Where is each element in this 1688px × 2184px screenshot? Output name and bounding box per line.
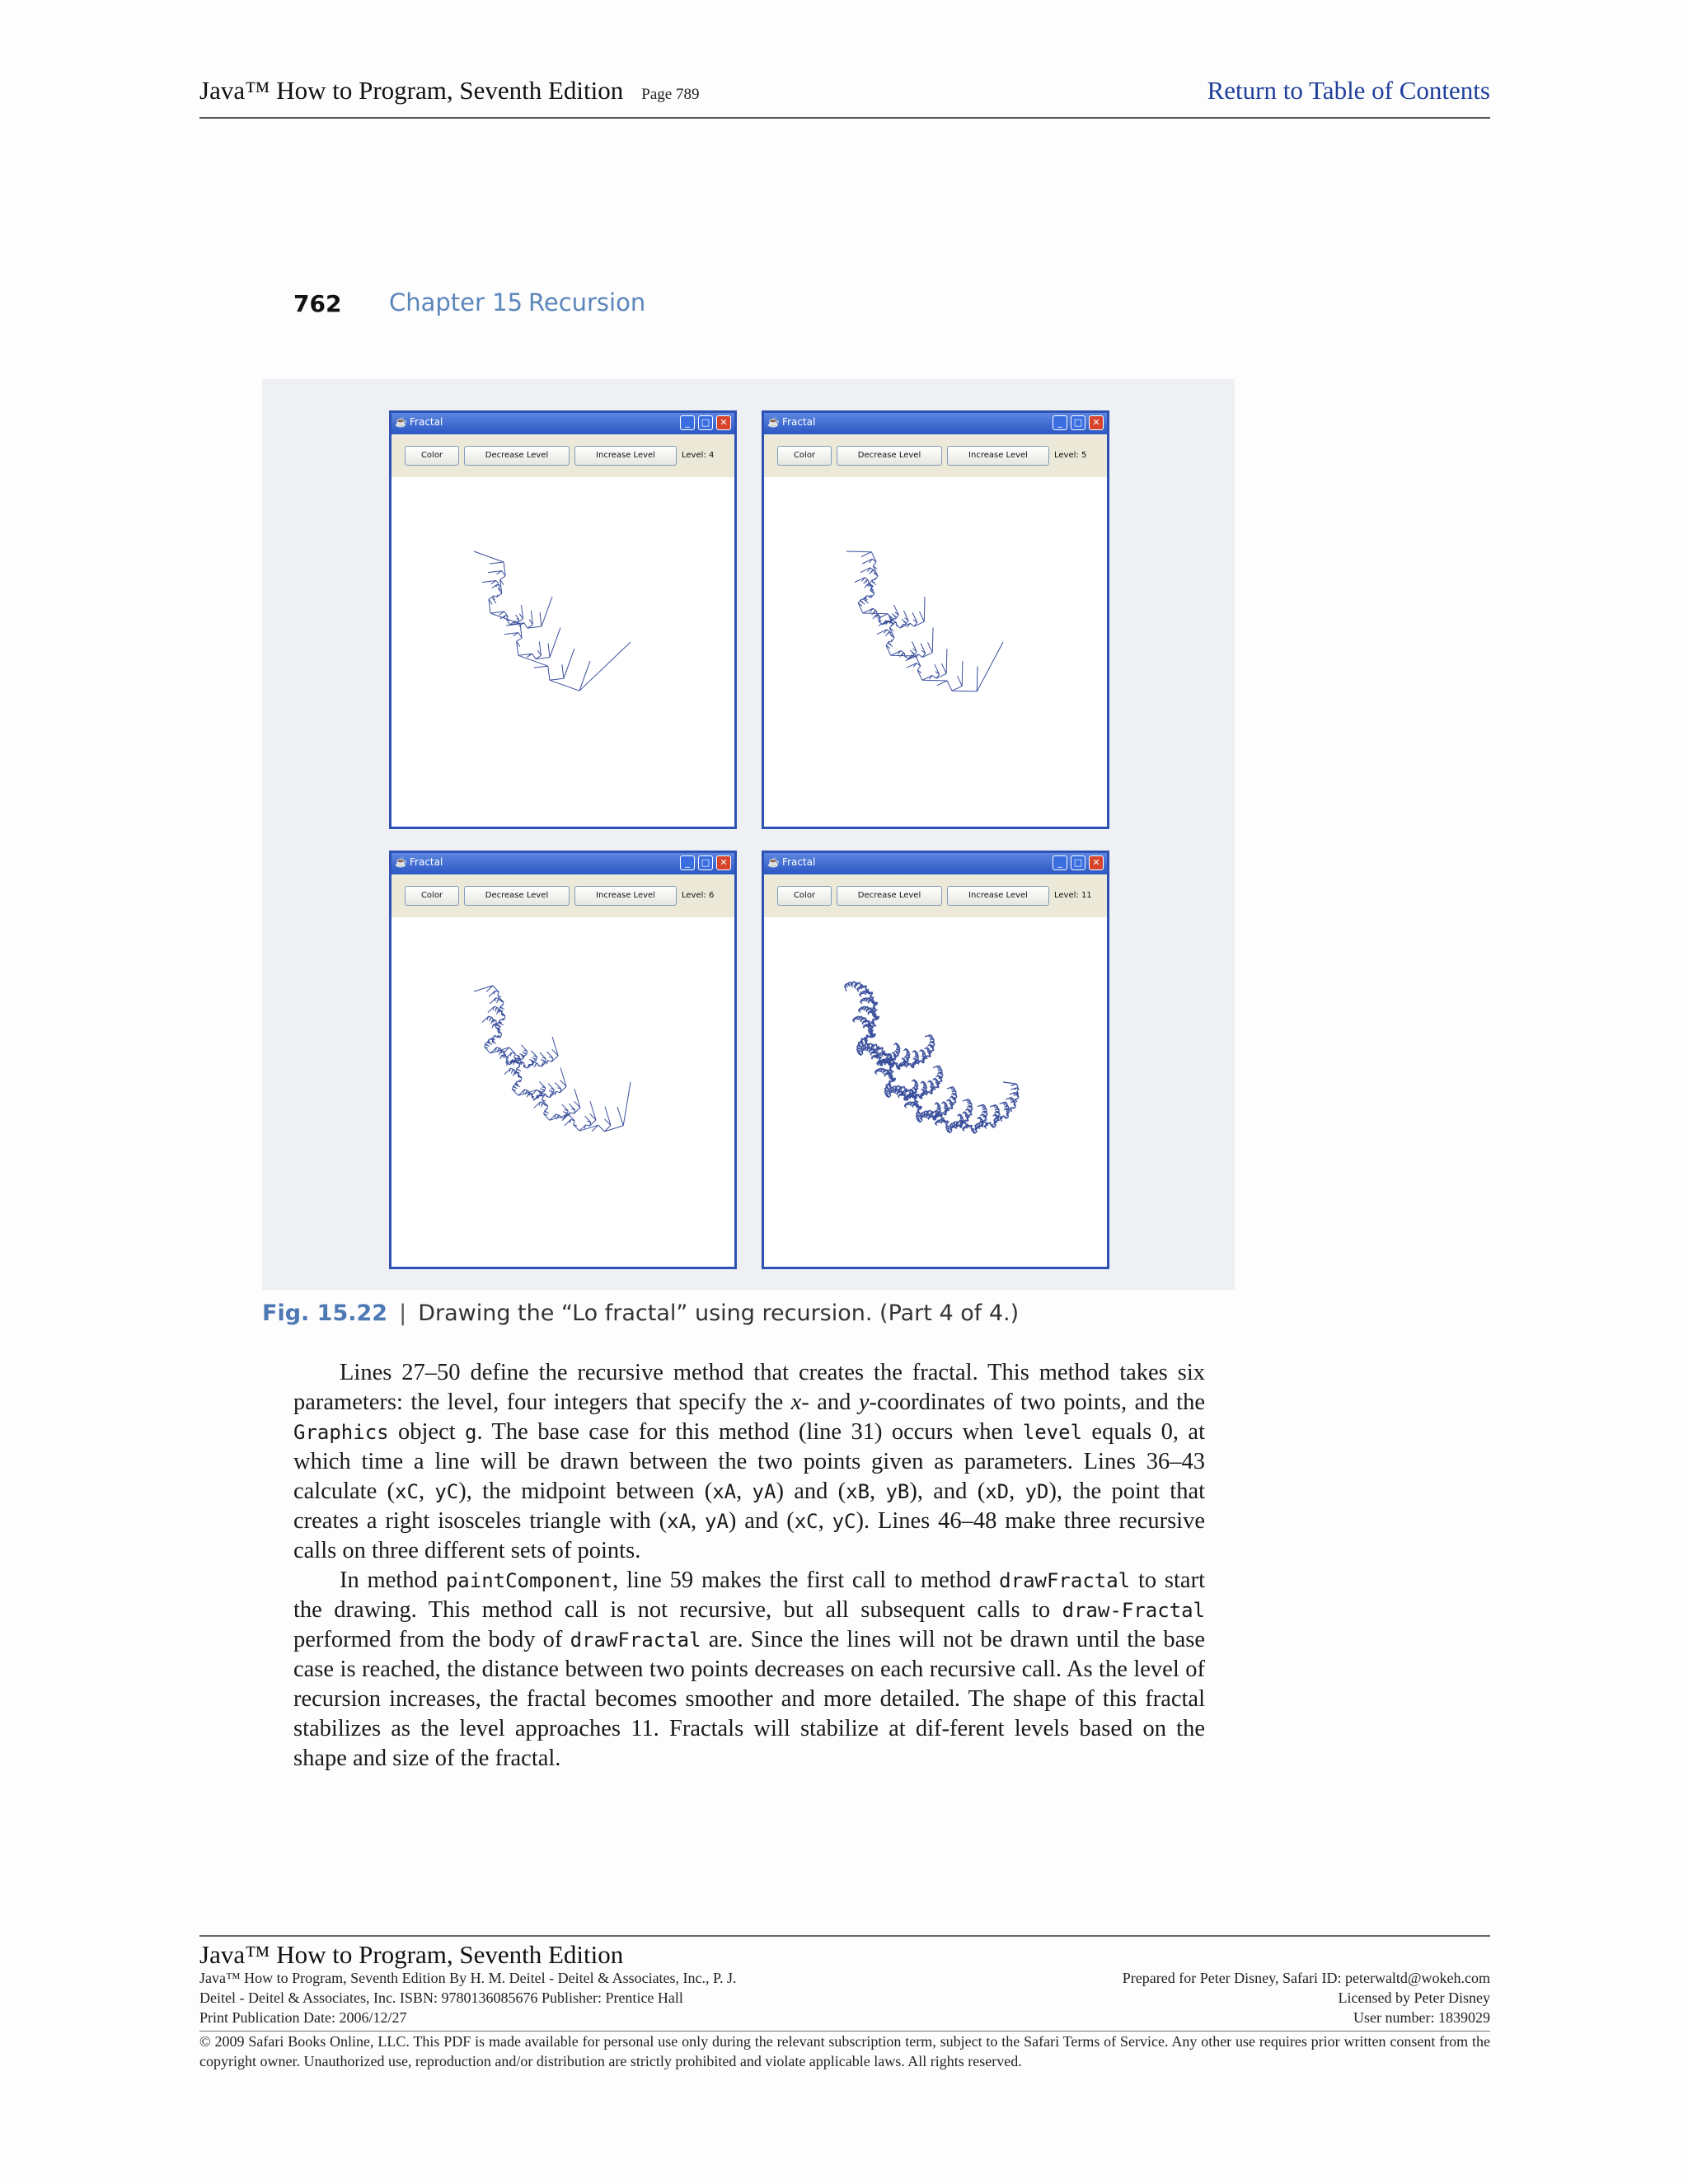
code-term: xD xyxy=(985,1480,1010,1503)
page-number: 762 xyxy=(293,290,342,317)
code-term: yA xyxy=(752,1480,776,1503)
increase-level-button[interactable]: Increase Level xyxy=(947,446,1049,466)
code-term: g xyxy=(465,1421,477,1444)
window-titlebar xyxy=(392,853,734,874)
paragraph-2 xyxy=(293,1566,1205,1774)
footer-row xyxy=(199,1990,1490,2009)
code-term: yA xyxy=(705,1510,729,1533)
maximize-icon[interactable]: □ xyxy=(1071,855,1085,870)
footer-licensed-by: Licensed by Peter Disney xyxy=(1338,1990,1490,2006)
level-label: Level: 5 xyxy=(1054,451,1087,460)
level-label: Level: 11 xyxy=(1054,891,1092,900)
code-term: yC xyxy=(832,1510,856,1533)
figure-label: Fig. 15.22 xyxy=(262,1301,388,1326)
code-term: xA xyxy=(667,1510,692,1533)
fractal-drawing xyxy=(474,986,631,1132)
text-run: ) and ( xyxy=(776,1479,846,1504)
code-term: yC xyxy=(434,1480,459,1503)
fractal-lines xyxy=(474,551,631,691)
color-button[interactable]: Color xyxy=(777,446,832,466)
copyright-notice: © 2009 Safari Books Online, LLC. This PDF is made available for personal use only during the relevant subscription term, subject to the Safari Terms of Service. Any other use requires prior written consent from the copyright owner. Unauthorized use, reproduction and/or distribution are strictly prohibited and violate applicable laws. All rights reserved. xyxy=(199,2033,1490,2069)
code-term: drawFractal xyxy=(999,1569,1131,1592)
increase-level-button[interactable]: Increase Level xyxy=(574,886,677,906)
running-header xyxy=(199,76,1490,119)
paragraph-1 xyxy=(293,1358,1205,1566)
text-run: equals 0, at which time a line will be drawn between the two points given as parameters. Lines 36–43 calculate ( xyxy=(293,1419,1205,1504)
text-run: Lines 27–50 define the recursive method that creates the fractal. This method takes six parameters: the level, four integers that specify the xyxy=(293,1360,1205,1415)
fractal-canvas xyxy=(392,917,734,1267)
window-title: Fractal xyxy=(410,856,443,868)
fractal-window-level-6 xyxy=(389,851,737,1269)
figure-panel xyxy=(262,379,1235,1290)
fractal-window-level-11 xyxy=(762,851,1109,1269)
text-run: are. Since the lines will not be drawn until the base case is reached, the distance between two points decreases on each recursive call. As the level of recursion increases, the fractal becomes smoother and more detailed. The shape of this fractal stabilizes as the level approaches 11. Fractals will stabilize at dif-ferent levels based on the shape and size of the fractal. xyxy=(293,1627,1205,1771)
java-cup-icon: ☕ xyxy=(767,856,780,868)
text-run: to start the drawing. This method call is not recursive, but all subsequent calls to xyxy=(293,1568,1205,1623)
decrease-level-button[interactable]: Decrease Level xyxy=(464,446,570,466)
fractal-lines xyxy=(474,986,631,1132)
text-run: y xyxy=(858,1390,870,1415)
text-run: object xyxy=(388,1419,466,1445)
text-run: In method xyxy=(340,1568,446,1593)
maximize-icon[interactable]: □ xyxy=(698,415,713,430)
footer-isbn: Deitel - Deitel & Associates, Inc. ISBN: 9780136085676 Publisher: Prentice Hall xyxy=(199,1990,683,2006)
text-run: -coordinates of two points, and the xyxy=(869,1390,1206,1415)
java-cup-icon: ☕ xyxy=(395,856,407,868)
minimize-icon[interactable]: _ xyxy=(1053,855,1067,870)
window-toolbar xyxy=(764,434,1107,477)
fractal-canvas xyxy=(392,477,734,827)
window-titlebar xyxy=(764,853,1107,874)
java-cup-icon: ☕ xyxy=(767,416,780,428)
text-run: , line 59 makes the first call to method xyxy=(612,1568,1000,1593)
text-run: , xyxy=(818,1508,832,1534)
code-term: yD xyxy=(1025,1480,1049,1503)
text-run: x xyxy=(790,1390,802,1415)
body-text xyxy=(293,1358,1205,1774)
text-run: , xyxy=(691,1508,705,1534)
footer-row xyxy=(199,2009,1490,2029)
code-term: Graphics xyxy=(293,1421,389,1444)
close-icon[interactable]: ✕ xyxy=(1089,855,1104,870)
fractal-lines xyxy=(846,551,1003,691)
window-titlebar xyxy=(392,413,734,434)
java-cup-icon: ☕ xyxy=(395,416,407,428)
header-title xyxy=(199,76,699,105)
fractal-canvas xyxy=(764,477,1107,827)
window-toolbar xyxy=(392,874,734,917)
text-run: ) and ( xyxy=(728,1508,795,1534)
code-term: drawFractal xyxy=(570,1629,701,1652)
fractal-drawing xyxy=(846,551,1003,691)
footer-title: Java™ How to Program, Seventh Edition xyxy=(199,1940,624,1969)
color-button[interactable]: Color xyxy=(405,446,459,466)
close-icon[interactable]: ✕ xyxy=(716,855,731,870)
window-toolbar xyxy=(764,874,1107,917)
return-to-toc-link[interactable]: Return to Table of Contents xyxy=(1207,76,1490,105)
text-run: ), the midpoint between ( xyxy=(458,1479,713,1504)
footer-user-number: User number: 1839029 xyxy=(1353,2009,1490,2026)
text-run: ). Lines 46–48 make three recursive calls on three different sets of points. xyxy=(293,1508,1205,1563)
code-term: yB xyxy=(885,1480,910,1503)
close-icon[interactable]: ✕ xyxy=(716,415,731,430)
caption-text: Drawing the “Lo fractal” using recursion. (Part 4 of 4.) xyxy=(418,1301,1020,1326)
page-indicator: Page 789 xyxy=(641,86,700,103)
chapter-title: Recursion xyxy=(528,288,646,316)
figure-caption xyxy=(262,1301,1019,1326)
fractal-drawing xyxy=(474,551,631,691)
window-title: Fractal xyxy=(782,856,816,868)
code-term: draw-Fractal xyxy=(1062,1599,1205,1622)
chapter-label: Chapter 15 xyxy=(389,288,523,316)
color-button[interactable]: Color xyxy=(777,886,832,906)
fractal-window-level-5 xyxy=(762,410,1109,829)
fractal-lines xyxy=(845,982,1019,1133)
code-term: level xyxy=(1022,1421,1083,1444)
minimize-icon[interactable]: _ xyxy=(1053,415,1067,430)
code-term: xC xyxy=(395,1480,419,1503)
text-run: . The base case for this method (line 31) occurs when xyxy=(476,1419,1023,1445)
close-icon[interactable]: ✕ xyxy=(1089,415,1104,430)
window-title: Fractal xyxy=(410,416,443,428)
fractal-canvas xyxy=(764,917,1107,1267)
text-run: - and xyxy=(801,1390,859,1415)
minimize-icon[interactable]: _ xyxy=(680,855,695,870)
footer-book-info: Java™ How to Program, Seventh Edition By H. M. Deitel - Deitel & Associates, Inc., P. J. xyxy=(199,1970,737,1986)
decrease-level-button[interactable]: Decrease Level xyxy=(464,886,570,906)
code-term: xB xyxy=(846,1480,870,1503)
book-title: Java™ How to Program, Seventh Edition xyxy=(199,76,624,105)
increase-level-button[interactable]: Increase Level xyxy=(947,886,1049,906)
footer-pub-date: Print Publication Date: 2006/12/27 xyxy=(199,2009,407,2026)
text-run: , xyxy=(870,1479,886,1504)
text-run: , xyxy=(736,1479,753,1504)
level-label: Level: 6 xyxy=(682,891,715,900)
caption-separator: | xyxy=(399,1301,407,1326)
text-run: , xyxy=(1009,1479,1025,1504)
page-footer xyxy=(199,1935,1490,2071)
code-term: xA xyxy=(712,1480,737,1503)
footer-prepared-for: Prepared for Peter Disney, Safari ID: peterwaltd@wokeh.com xyxy=(1122,1970,1490,1986)
maximize-icon[interactable]: □ xyxy=(1071,415,1085,430)
fractal-drawing xyxy=(845,982,1019,1133)
text-run: ), the point that creates a right isosceles triangle with ( xyxy=(293,1479,1206,1534)
maximize-icon[interactable]: □ xyxy=(698,855,713,870)
increase-level-button[interactable]: Increase Level xyxy=(574,446,677,466)
level-label: Level: 4 xyxy=(682,451,715,460)
window-toolbar xyxy=(392,434,734,477)
decrease-level-button[interactable]: Decrease Level xyxy=(837,446,942,466)
minimize-icon[interactable]: _ xyxy=(680,415,695,430)
color-button[interactable]: Color xyxy=(405,886,459,906)
text-run: performed from the body of xyxy=(293,1627,570,1652)
decrease-level-button[interactable]: Decrease Level xyxy=(837,886,942,906)
fractal-window-level-4 xyxy=(389,410,737,829)
code-term: paintComponent xyxy=(445,1569,613,1592)
text-run: ), and ( xyxy=(909,1479,986,1504)
footer-row xyxy=(199,1970,1490,1990)
text-run: , xyxy=(418,1479,435,1504)
window-titlebar xyxy=(764,413,1107,434)
code-term: xC xyxy=(794,1510,818,1533)
window-title: Fractal xyxy=(782,416,816,428)
